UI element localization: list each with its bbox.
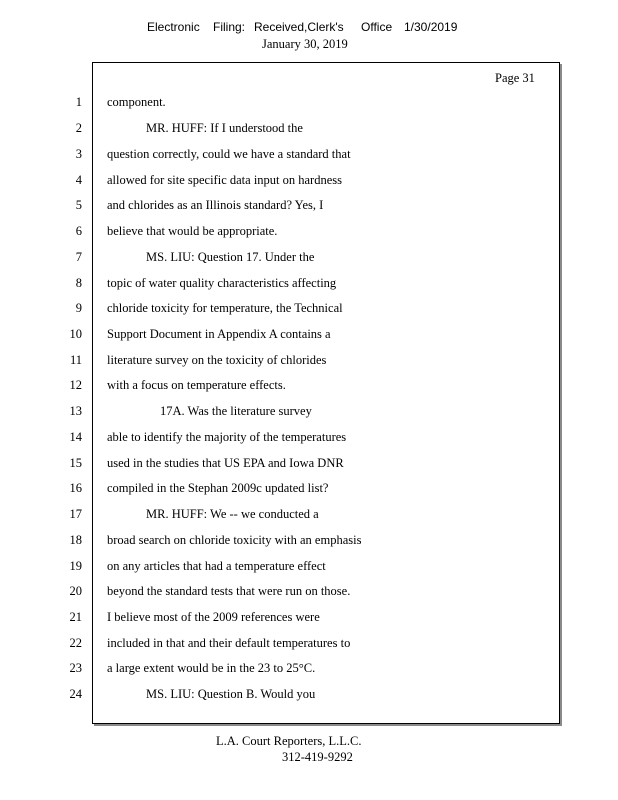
line-text: MR. HUFF: We -- we conducted a [146,507,319,521]
line-number: 6 [75,224,82,238]
line-text: able to identify the majority of the temperatures [107,430,347,444]
filing-stamp-word: Received,Clerk's [254,20,344,34]
line-number: 8 [75,276,82,290]
line-text: used in the studies that US EPA and Iowa DNR [107,456,344,470]
line-number: 2 [75,121,82,135]
line-text: compiled in the Stephan 2009c updated list? [107,481,329,495]
transcript-line [0,95,618,115]
line-number: 14 [69,430,82,444]
transcript-line [0,430,618,450]
transcript-line [0,121,618,141]
line-text: MS. LIU: Question B. Would you [146,687,316,701]
transcript-line [0,327,618,347]
filing-stamp-word: Filing: [213,20,246,34]
line-text: broad search on chloride toxicity with an emphasis [107,533,362,547]
filing-stamp-word: Office [361,20,393,34]
line-number: 7 [75,250,82,264]
transcript-line [0,404,618,424]
court-reporter-name: L.A. Court Reporters, L.L.C. [216,734,362,748]
line-text: beyond the standard tests that were run on those. [107,584,351,598]
line-number: 16 [69,481,82,495]
transcript-line [0,687,618,707]
line-number: 20 [69,584,82,598]
transcript-line [0,301,618,321]
transcript-date: January 30, 2019 [262,37,348,51]
transcript-line [0,276,618,296]
line-number: 10 [69,327,82,341]
line-number: 1 [75,95,82,109]
line-text: topic of water quality characteristics affecting [107,276,337,290]
transcript-line [0,378,618,398]
line-text: MR. HUFF: If I understood the [146,121,303,135]
line-number: 12 [69,378,82,392]
transcript-line [0,636,618,656]
transcript-line [0,481,618,501]
transcript-line [0,173,618,193]
line-number: 4 [75,173,82,187]
transcript-line [0,198,618,218]
line-number: 24 [69,687,82,701]
line-number: 9 [75,301,82,315]
line-text: on any articles that had a temperature effect [107,559,326,573]
line-number: 5 [75,198,82,212]
transcript-line [0,610,618,630]
line-number: 21 [69,610,82,624]
transcript-line [0,533,618,553]
filing-stamp-word: 1/30/2019 [404,20,458,34]
filing-stamp-word: Electronic [147,20,200,34]
line-number: 22 [69,636,82,650]
transcript-line [0,250,618,270]
line-text: a large extent would be in the 23 to 25°C. [107,661,316,675]
transcript-line [0,507,618,527]
transcript-line [0,147,618,167]
transcript-line [0,353,618,373]
line-text: I believe most of the 2009 references were [107,610,320,624]
line-number: 19 [69,559,82,573]
line-text: chloride toxicity for temperature, the Technical [107,301,343,315]
line-number: 13 [69,404,82,418]
transcript-line [0,661,618,681]
line-number: 15 [69,456,82,470]
transcript-line [0,456,618,476]
line-text: believe that would be appropriate. [107,224,278,238]
line-number: 3 [75,147,82,161]
court-reporter-phone: 312-419-9292 [282,750,353,764]
line-text: MS. LIU: Question 17. Under the [146,250,315,264]
line-number: 11 [69,353,82,367]
transcript-line [0,559,618,579]
transcript-line [0,224,618,244]
page-number: Page 31 [495,71,535,85]
transcript-line [0,584,618,604]
line-text: included in that and their default temperatures to [107,636,351,650]
line-number: 17 [69,507,82,521]
line-text: with a focus on temperature effects. [107,378,286,392]
line-text: 17A. Was the literature survey [160,404,312,418]
line-number: 23 [69,661,82,675]
line-text: Support Document in Appendix A contains a [107,327,331,341]
line-text: component. [107,95,166,109]
line-number: 18 [69,533,82,547]
line-text: question correctly, could we have a standard that [107,147,351,161]
line-text: and chlorides as an Illinois standard? Yes, I [107,198,324,212]
line-text: literature survey on the toxicity of chlorides [107,353,327,367]
line-text: allowed for site specific data input on hardness [107,173,342,187]
